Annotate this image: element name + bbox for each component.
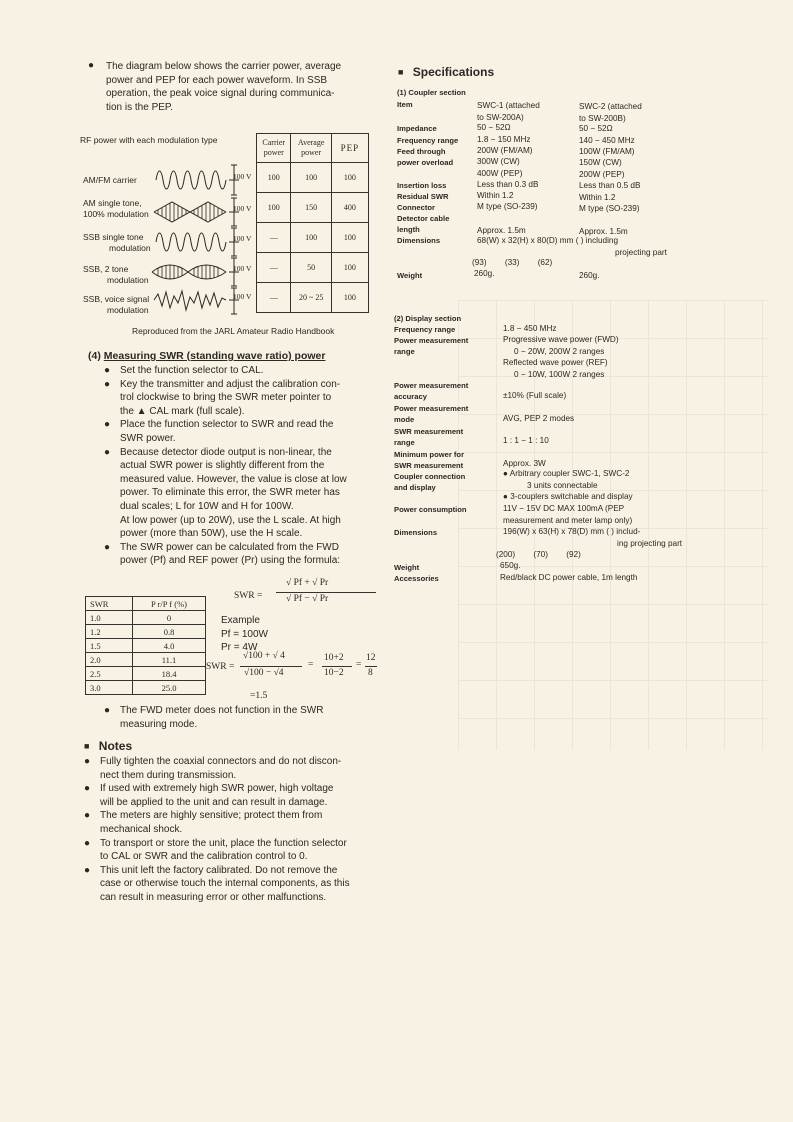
col1-head: SWC-1 (attached to SW-200A) (477, 101, 540, 122)
c1-insertion: Less than 0.3 dB (477, 180, 539, 189)
line: case or otherwise touch the internal components, as this (100, 878, 350, 890)
header-swr: SWR (86, 597, 133, 611)
line: trol clockwise to bring the SWR meter pointer to (120, 392, 332, 404)
bullet: ● (104, 419, 111, 431)
ex-den2: 10−2 (324, 668, 344, 678)
formula-lhs: SWR = (234, 591, 263, 601)
display-dim-sub: (200) (70) (92) (496, 550, 581, 559)
volt-label: 100 V (233, 234, 252, 243)
line: If used with extremely high SWR power, high voltage (100, 783, 334, 795)
power-waveform-table (256, 133, 369, 313)
label-min-power: Minimum power for SWR measurement (394, 450, 465, 470)
label-line: modulation (109, 242, 151, 253)
notes-heading (84, 739, 132, 753)
label-line: SSB, voice signal (83, 294, 150, 304)
bullet: ● (84, 810, 91, 822)
line: Key the transmitter and adjust the calibration con- (120, 378, 341, 390)
bullet: ● (104, 378, 111, 390)
bullet: ● (104, 705, 111, 716)
table-row (257, 193, 369, 223)
specifications-heading (398, 65, 494, 79)
value-coupler: ● Arbitrary coupler SWC-1, SWC-2 3 units connectable ● 3-couplers switchable and display (503, 469, 633, 502)
label-power-range: Power measurement range (394, 336, 469, 356)
cell-pep: 400 (331, 193, 368, 223)
example-title: Example (221, 615, 260, 626)
list-item (84, 782, 359, 809)
bullet: ● (84, 783, 91, 795)
line: The meters are highly sensitive; protect them from (100, 810, 323, 822)
table-row: 1.0 0 (86, 611, 206, 625)
label-mode: Power measurement mode (394, 404, 469, 424)
square-marker-icon: ■ (398, 67, 404, 77)
bullet: ● (84, 864, 91, 876)
formula-numerator: √ Pf + √ Pr (286, 578, 329, 588)
cell-average: 100 (291, 163, 331, 193)
intro-line: The diagram below shows the carrier power, average (106, 61, 342, 72)
coupler-heading: (1) Coupler section (397, 88, 466, 97)
item-label: Item (397, 100, 413, 109)
formula-denominator: √ Pf − √ Pr (286, 594, 329, 604)
waveform-label-am-fm (83, 175, 137, 186)
header-pep: PEP (331, 134, 368, 163)
label-weight: Weight (397, 271, 423, 280)
table-row (257, 163, 369, 193)
value-power-range: Progressive wave power (FWD) 0 − 20W, 200W 2 ranges Reflected wave power (REF) 0 − 10W, 100W 2 ranges (503, 335, 619, 379)
line: The SWR power can be calculated from the FWD (120, 541, 339, 553)
cell-average: 50 (291, 253, 331, 283)
volt-label: 100 V (233, 172, 252, 181)
ex-num3: 12 (366, 653, 376, 663)
square-marker-icon: ■ (84, 741, 90, 751)
volt-label: 100 V (233, 292, 252, 301)
value-dimensions: 196(W) x 63(H) x 78(D) mm ( ) includ- ing projecting part (503, 527, 683, 548)
intro-line: operation, the peak voice signal during communica- (106, 88, 335, 100)
volt-label: 100 V (233, 264, 252, 273)
intro-line: power and PEP for each power waveform. In SSB (106, 74, 328, 86)
cell-pep: 100 (331, 283, 368, 313)
bullet: ● (104, 365, 111, 376)
line: actual SWR power is slightly different from the (120, 460, 325, 472)
label-consumption: Power consumption (394, 505, 467, 514)
display-heading: (2) Display section (394, 314, 462, 323)
ex-eq: = (308, 660, 314, 670)
c1-weight: 260g. (474, 269, 495, 278)
cell-carrier: — (257, 253, 291, 283)
line: power (more than 50W), use the H scale. (120, 528, 303, 540)
list-item (104, 378, 358, 419)
list-item (104, 418, 358, 445)
cell-pep: 100 (331, 223, 368, 253)
cell-carrier: — (257, 223, 291, 253)
volt-label: 100 V (233, 204, 252, 213)
list-item (84, 837, 359, 864)
intro-bullet: ● (88, 60, 95, 71)
table-row: 1.5 4.0 (86, 639, 206, 653)
specifications-title: Specifications (412, 65, 495, 79)
label-line: SSB single tone (83, 232, 144, 242)
table-row: 1.2 0.8 (86, 625, 206, 639)
bullet: ● (84, 837, 91, 849)
line: the ▲ CAL mark (full scale). (120, 405, 245, 417)
label-swr-range: SWR measurement range (394, 427, 464, 447)
swr-steps-list (104, 364, 358, 568)
header-ratio: P r/P f (%) (133, 597, 206, 611)
bullet: ● (104, 446, 111, 458)
ex-lhs: SWR = (206, 662, 235, 672)
ex-den3: 8 (368, 668, 373, 678)
bullet: ● (104, 541, 111, 553)
ssb-voice-waveform (154, 291, 226, 310)
line: power. To eliminate this error, the SWR meter has (120, 487, 340, 499)
c1-overload: 300W (CW) 400W (PEP) (477, 157, 523, 178)
c2-impedance: 50 − 52Ω (579, 124, 613, 133)
example-formula (206, 651, 376, 706)
example-pf: Pf = 100W (221, 628, 268, 640)
list-item (104, 364, 358, 378)
label-weight: Weight (394, 563, 420, 572)
c2-insertion: Less than 0.5 dB (579, 181, 641, 190)
label-overload: power overload (397, 158, 454, 167)
cell-carrier: — (257, 283, 291, 313)
header-carrier-power: Carrier power (257, 134, 291, 163)
line: dual scales; L for 10W and H for 100W. (120, 500, 294, 512)
list-item (84, 864, 359, 905)
intro-paragraph (88, 60, 358, 114)
label-insertion: Insertion loss (397, 181, 447, 190)
value-mode: AVG, PEP 2 modes (503, 414, 575, 423)
am-single-tone-waveform (154, 202, 226, 222)
c2-detector: Approx. 1.5m (579, 227, 628, 236)
table-row: 2.0 11.1 (86, 653, 206, 667)
line: mechanical shock. (100, 823, 183, 835)
line: This unit left the factory calibrated. Do not remove the (100, 864, 338, 876)
value-swr-range: 1 : 1 − 1 : 10 (503, 436, 549, 445)
line: will be applied to the unit and can result in damage. (100, 796, 328, 808)
line: power (Pf) and REF power (Pr) using the formula: (120, 555, 341, 567)
c1-detector: Approx. 1.5m (477, 226, 526, 235)
line: The FWD meter does not function in the SWR (120, 705, 324, 716)
intro-line: tion is the PEP. (106, 101, 174, 113)
table-row (257, 253, 369, 283)
cell-carrier: 100 (257, 193, 291, 223)
list-item (104, 704, 359, 731)
table-row: 2.5 18.4 (86, 667, 206, 681)
label-line: modulation (107, 274, 149, 285)
label-detector: Detector cable length (397, 214, 450, 234)
c2-overload: 150W (CW) 200W (PEP) (579, 158, 625, 179)
c1-impedance: 50 − 52Ω (477, 123, 511, 132)
list-item (104, 446, 358, 541)
c2-freq: 140 − 450 MHz (579, 136, 635, 145)
c2-connector: M type (SO-239) (579, 204, 640, 213)
bullet: ● (84, 756, 91, 767)
value-accuracy: ±10% (Full scale) (503, 391, 567, 400)
table-row (257, 283, 369, 313)
fwd-note (104, 704, 359, 731)
cell-pep: 100 (331, 253, 368, 283)
header-average-power: Average power (291, 134, 331, 163)
label-coupler: Coupler connection and display (394, 472, 466, 492)
value-weight: 650g. (500, 561, 521, 570)
line: measuring mode. (120, 718, 198, 730)
line: Fully tighten the coaxial connectors and do not discon- (100, 756, 342, 767)
label-residual: Residual SWR (397, 192, 449, 201)
waveform-label-ssb-2tone (83, 264, 149, 285)
list-item (84, 809, 359, 836)
cell-average: 100 (291, 223, 331, 253)
swr-ratio-table (85, 596, 206, 695)
c2-residual: Within 1.2 (579, 193, 616, 202)
label-line: 100% modulation (83, 208, 149, 219)
coupler-dimensions: 68(W) x 32(H) x 80(D) mm ( ) including projecting part (477, 236, 667, 257)
label-accuracy: Power measurement accuracy (394, 381, 469, 401)
value-min-power: Approx. 3W (503, 459, 546, 468)
c1-residual: Within 1.2 (477, 191, 514, 200)
line: Place the function selector to SWR and read the (120, 419, 334, 431)
waveform-heading: RF power with each modulation type (80, 135, 218, 145)
notes-list (84, 755, 359, 905)
c1-connector: M type (SO-239) (477, 202, 538, 211)
list-item (84, 755, 359, 782)
line: can result in measuring error or other malfunctions. (100, 891, 327, 903)
line: Because detector diode output is non-linear, the (120, 446, 332, 458)
table-row: 3.0 25.0 (86, 681, 206, 695)
ex-num1: √100 + √ 4 (243, 651, 285, 661)
ssb-single-tone-waveform (156, 233, 226, 251)
waveform-label-ssb-single (83, 232, 151, 253)
notes-title: Notes (98, 739, 133, 753)
cell-average: 150 (291, 193, 331, 223)
ex-result: =1.5 (250, 691, 268, 701)
table-header-row (86, 597, 206, 611)
example-pr: Pr = 4W (221, 642, 258, 654)
list-item (104, 541, 358, 568)
cell-pep: 100 (331, 163, 368, 193)
label-freq: Frequency range (394, 325, 456, 334)
table-row (257, 223, 369, 253)
c2-feed: 100W (FM/AM) (579, 147, 635, 156)
label-feed: Feed through (397, 147, 446, 156)
value-freq: 1.8 − 450 MHz (503, 324, 557, 333)
waveform-caption: Reproduced from the JARL Amateur Radio Handbook (132, 326, 335, 336)
label-accessories: Accessories (394, 574, 439, 583)
ex-den1: √100 − √4 (244, 668, 284, 678)
waveform-label-ssb-voice (83, 294, 149, 315)
ssb-two-tone-waveform (152, 265, 226, 279)
label-dimensions: Dimensions (397, 236, 441, 245)
section-number: (4) (88, 350, 101, 362)
label-freq: Frequency range (397, 136, 459, 145)
swr-section-heading (88, 350, 325, 362)
label-line: SSB, 2 tone (83, 264, 129, 274)
section-title: Measuring SWR (standing wave ratio) power (103, 350, 326, 362)
coupler-dim-sub: (93) (33) (62) (472, 258, 553, 267)
am-fm-carrier-waveform (156, 171, 226, 189)
label-line: AM single tone, (83, 198, 142, 208)
line: measured value. However, the value is close at low (120, 473, 347, 485)
c1-freq: 1.8 − 150 MHz (477, 135, 531, 144)
label-dimensions: Dimensions (394, 528, 438, 537)
waveform-label-am-single (83, 198, 149, 219)
label-connector: Connector (397, 203, 435, 212)
label-line: modulation (107, 304, 149, 315)
cell-carrier: 100 (257, 163, 291, 193)
example-block (221, 614, 268, 655)
line: To transport or store the unit, place the function selector (100, 837, 347, 849)
label-line: AM/FM carrier (83, 175, 137, 185)
value-consumption: 11V − 15V DC MAX 100mA (PEP measurement and meter lamp only) (503, 504, 633, 525)
line: At low power (up to 20W), use the L scale. At high (120, 514, 341, 526)
line: SWR power. (120, 432, 176, 444)
value-accessories: Red/black DC power cable, 1m length (500, 573, 638, 582)
line: to CAL or SWR and the calibration control to 0. (100, 851, 308, 863)
label-impedance: Impedance (397, 124, 437, 133)
line: nect them during transmission. (100, 769, 237, 781)
ex-num2: 10+2 (324, 653, 344, 663)
c1-feed: 200W (FM/AM) (477, 146, 533, 155)
col2-head: SWC-2 (attached to SW-200B) (579, 102, 642, 123)
cell-average: 20 ~ 25 (291, 283, 331, 313)
line: Set the function selector to CAL. (120, 365, 264, 376)
c2-weight: 260g. (579, 271, 600, 280)
ex-eq2: = (356, 660, 362, 670)
